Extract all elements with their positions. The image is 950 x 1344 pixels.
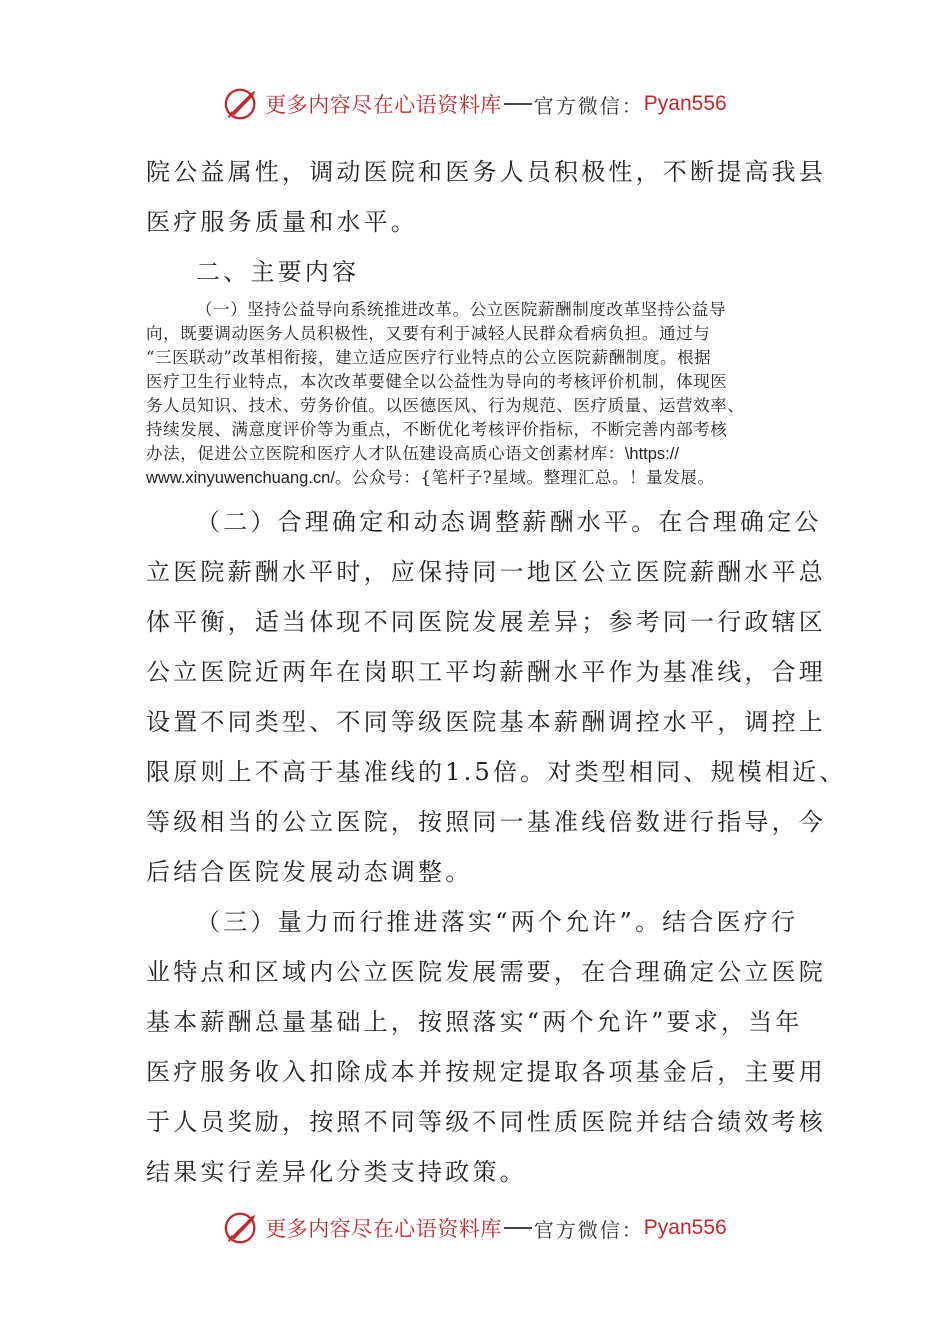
- watermark-wechat-id: Pyan556: [643, 92, 727, 115]
- item3-line: （三）量力而行推进落实“两个允许”。结合医疗行: [196, 908, 799, 936]
- watermark-dash: [504, 103, 532, 105]
- item2-line: 后结合医院发展动态调整。: [146, 858, 473, 886]
- watermark-left-text: 更多内容尽在心语资料库: [265, 93, 502, 117]
- header-watermark: [0, 84, 950, 124]
- item1-line: 持续发展、满意度评价等为重点，不断优化考核评价指标，不断完善内部考核: [146, 420, 728, 439]
- item1-line: [146, 440, 679, 464]
- quill-pen-logo-icon: [223, 85, 261, 123]
- item3-line: 于人员奖励，按照不同等级不同性质医院并结合绩效考核: [146, 1108, 826, 1136]
- item2-line: （二）合理确定和动态调整薪酬水平。在合理确定公: [196, 508, 822, 536]
- item2-line: 体平衡，适当体现不同医院发展差异；参考同一行政辖区: [146, 608, 826, 636]
- item3-line: 业特点和区域内公立医院发展需要，在合理确定公立医院: [146, 958, 826, 986]
- intro-line: 医疗服务质量和水平。: [146, 208, 418, 236]
- footer-watermark: [0, 1208, 950, 1248]
- item1-line7-text: 办法，促进公立医院和医疗人才队伍建设高质心语文创素材库：: [146, 444, 625, 463]
- item1-line: [146, 464, 715, 488]
- watermark-mid-text: 官方微信：: [533, 1217, 644, 1242]
- item2-line: 设置不同类型、不同等级医院基本薪酬调控水平，调控上: [146, 708, 826, 736]
- item2-line: 等级相当的公立医院，按照同一基准线倍数进行指导，今: [146, 808, 826, 836]
- quill-pen-logo-icon: [223, 1209, 261, 1247]
- item1-line8-text: 。公众号：{笔杆子?星域。整理汇总。！量发展。: [334, 468, 715, 487]
- item2-line: 限原则上不高于基准线的1.5倍。对类型相同、规模相近、: [146, 758, 847, 786]
- item1-line: “三医联动”改革相衔接，建立适应医疗行业特点的公立医院薪酬制度。根据: [146, 348, 712, 367]
- item1-line: 务人员知识、技术、劳务价值。以医德医风、行为规范、医疗质量、运营效率、: [146, 396, 745, 415]
- item1-line: 医疗卫生行业特点，本次改革要健全以公益性为导向的考核评价机制，体现医: [146, 372, 728, 391]
- item1-line: 向，既要调动医务人员积极性，又要有利于减轻人民群众看病负担。通过与: [146, 324, 711, 343]
- watermark-left-text: 更多内容尽在心语资料库: [265, 1217, 502, 1241]
- item2-line: 公立医院近两年在岗职工平均薪酬水平作为基准线，合理: [146, 658, 826, 686]
- intro-line: 院公益属性，调动医院和医务人员积极性，不断提高我县: [146, 158, 826, 186]
- item3-line: 结果实行差异化分类支持政策。: [146, 1158, 527, 1186]
- section-heading: 二、主要内容: [196, 258, 360, 286]
- item2-line: 立医院薪酬水平时，应保持同一地区公立医院薪酬水平总: [146, 558, 826, 586]
- item1-line: （一）坚持公益导向系统推进改革。公立医院薪酬制度改革坚持公益导: [196, 300, 727, 319]
- watermark-dash: [504, 1227, 532, 1229]
- item3-line: 基本薪酬总量基础上，按照落实“两个允许”要求，当年: [146, 1008, 803, 1036]
- item1-line8-url: www.xinyuwenchuang.cn/: [146, 469, 335, 487]
- watermark-mid-text: 官方微信：: [533, 93, 644, 118]
- item3-line: 医疗服务收入扣除成本并按规定提取各项基金后，主要用: [146, 1058, 826, 1086]
- watermark-wechat-id: Pyan556: [643, 1216, 727, 1239]
- item1-line7-url: \https://: [624, 445, 679, 463]
